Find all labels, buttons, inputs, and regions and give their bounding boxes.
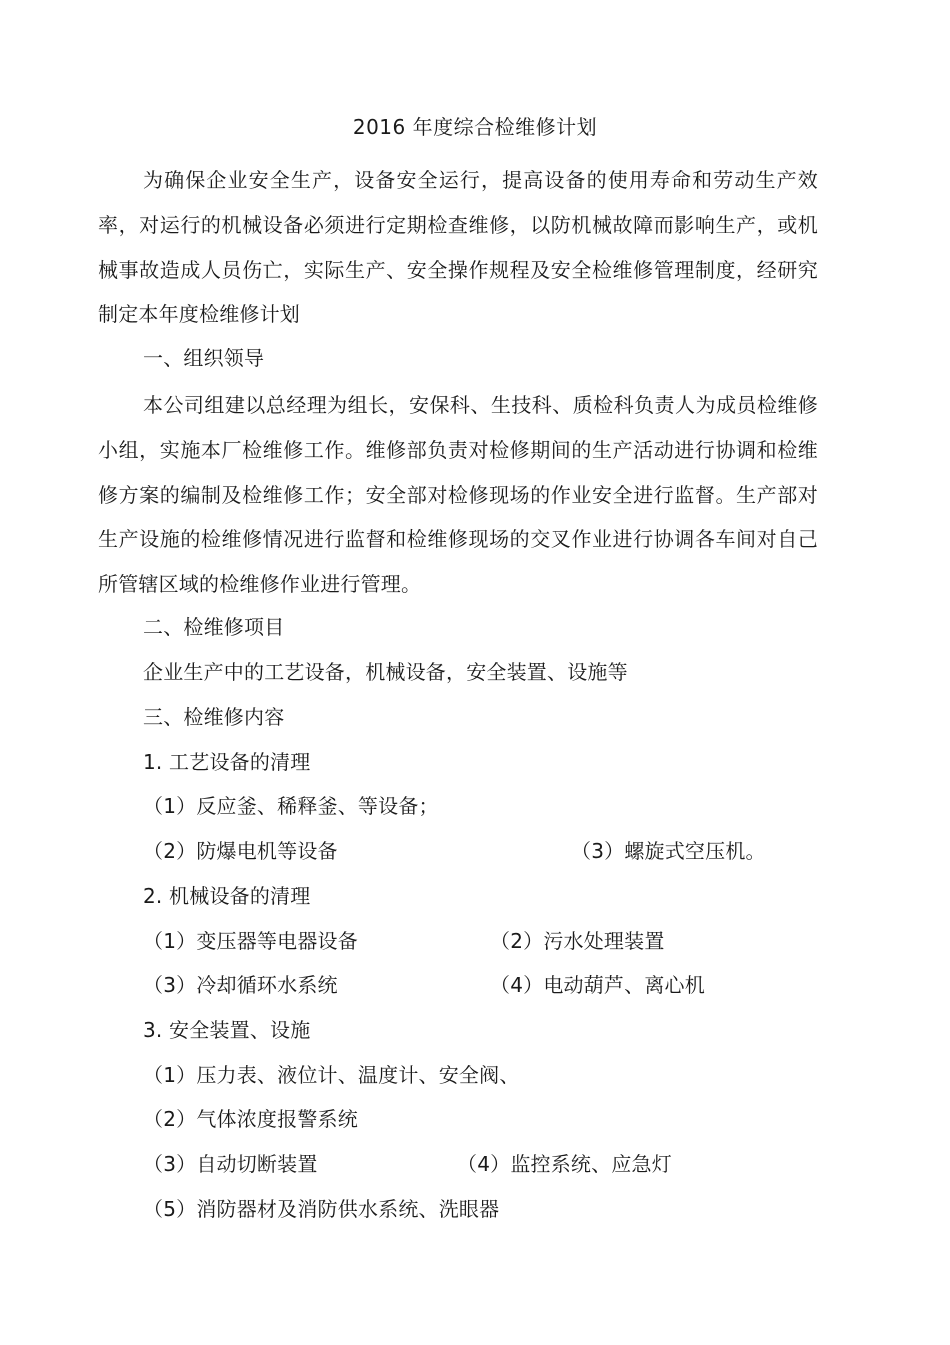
- group-3-item-1: （1）压力表、液位计、温度计、安全阀、: [143, 1063, 520, 1087]
- group-3-title: 3. 安全装置、设施: [143, 1018, 311, 1042]
- group-2-item-2: （2）污水处理装置: [490, 929, 665, 953]
- group-1-item-3: （3）螺旋式空压机。: [571, 839, 766, 863]
- section-1-heading: 一、组织领导: [143, 346, 265, 370]
- section-1-body: 本公司组建以总经理为组长，安保科、生技科、质检科负责人为成员检维修小组，实施本厂检维修工作。维修部负责对检修期间的生产活动进行协调和检维修方案的编制及检维修工作；安全部对检修现场的作业安全进行监督。生产部对生产设施的检维修情况进行监督和检维修现场的交叉作业进行协调各车间对自己所管辖区域的检维修作业进行管理。: [98, 393, 818, 597]
- group-2-item-3: （3）冷却循环水系统: [143, 973, 338, 997]
- group-1-title: 1. 工艺设备的清理: [143, 750, 311, 774]
- intro-paragraph: 为确保企业安全生产，设备安全运行，提高设备的使用寿命和劳动生产效率，对运行的机械设备必须进行定期检查维修，以防机械故障而影响生产，或机械事故造成人员伤亡，实际生产、安全操作规程及安全检维修管理制度，经研究制定本年度检维修计划: [98, 168, 818, 327]
- group-2-item-4: （4）电动葫芦、离心机: [490, 973, 705, 997]
- group-3-item-2: （2）气体浓度报警系统: [143, 1107, 358, 1131]
- section-3-heading: 三、检维修内容: [143, 705, 285, 729]
- group-1-item-2: （2）防爆电机等设备: [143, 839, 338, 863]
- group-2-title: 2. 机械设备的清理: [143, 884, 311, 908]
- group-3-item-3: （3）自动切断装置: [143, 1152, 318, 1176]
- group-3-item-4: （4）监控系统、应急灯: [457, 1152, 672, 1176]
- document-title: 2016 年度综合检维修计划: [352, 115, 598, 139]
- section-2-body: 企业生产中的工艺设备，机械设备，安全装置、设施等: [143, 660, 628, 684]
- section-2-heading: 二、检维修项目: [143, 615, 285, 639]
- group-2-item-1: （1）变压器等电器设备: [143, 929, 358, 953]
- group-3-item-5: （5）消防器材及消防供水系统、洗眼器: [143, 1197, 500, 1221]
- group-1-item-1: （1）反应釜、稀释釜、等设备；: [143, 794, 439, 818]
